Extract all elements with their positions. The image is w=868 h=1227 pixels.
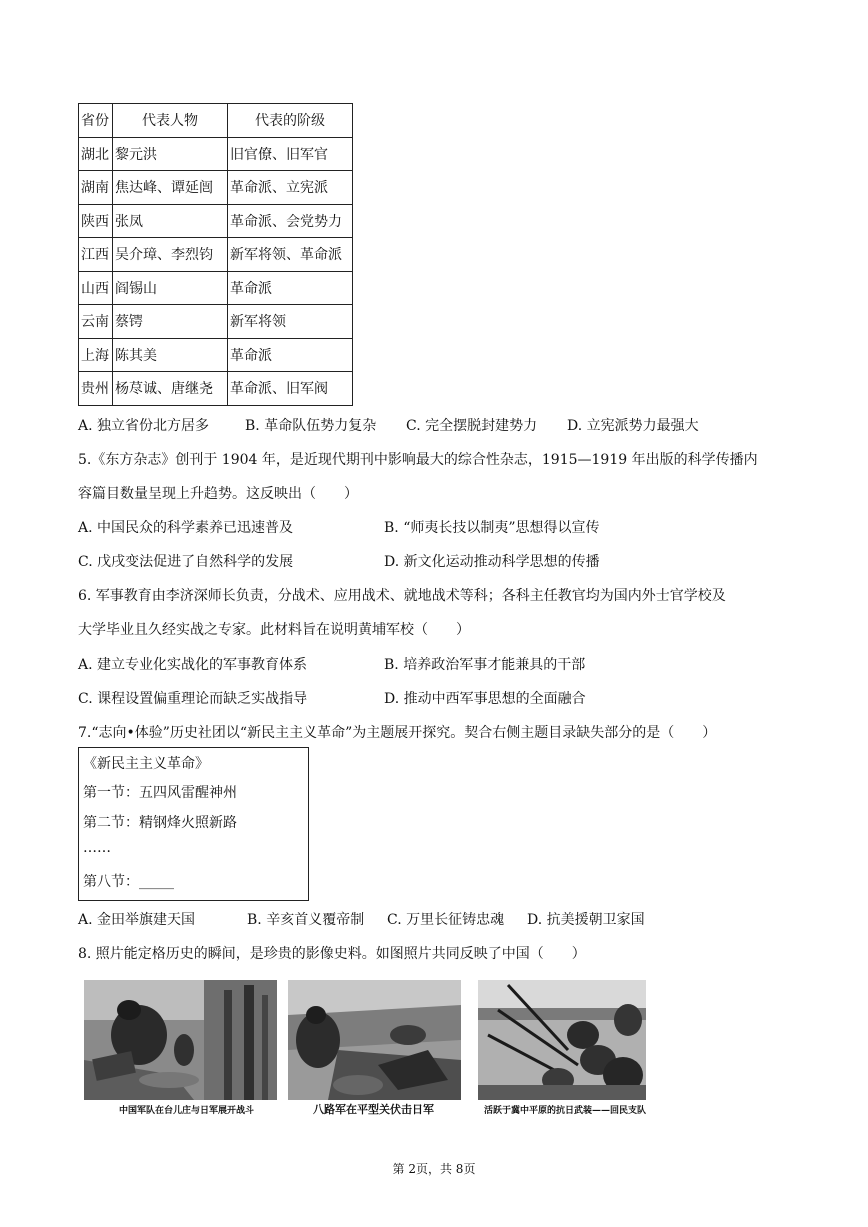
table-row-cell: 黎元洪 <box>113 137 228 171</box>
photo-huimin-detachment <box>478 980 646 1100</box>
q7-box-title: 《新民主主义革命》 <box>83 756 209 772</box>
q7-option-a: A. 金田举旗建天国 <box>78 912 196 928</box>
q7-box-ellipsis: …… <box>83 840 111 856</box>
table-row-cell: 焦达峰、谭延闿 <box>113 171 228 205</box>
q7-box-section-2: 第二节：精钢烽火照新路 <box>83 815 237 831</box>
caption-huimin-detachment: 活跃于冀中平原的抗日武装——回民支队 <box>484 1106 647 1116</box>
table-header-row-cell: 代表的阶级 <box>228 104 353 138</box>
table-row-cell: 杨荩诚、唐继尧 <box>113 372 228 406</box>
q7-option-d: D. 抗美援朝卫家国 <box>527 912 645 928</box>
table-row <box>79 338 353 372</box>
table-row-cell: 蔡锷 <box>113 305 228 339</box>
table-row-cell: 陈其美 <box>113 338 228 372</box>
table-row-cell: 张凤 <box>113 204 228 238</box>
table-row-cell: 湖南 <box>79 171 113 205</box>
q5-stem-line1: 5.《东方杂志》创刊于 1904 年，是近现代期刊中影响最大的综合性杂志，1915—1919 年出版的科学传播内 <box>78 452 758 468</box>
q7-box-section-1: 第一节：五四风雷醒神州 <box>83 785 237 801</box>
q7-stem: 7.“志向•体验”历史社团以“新民主主义革命”为主题展开探究。契合右侧主题目录缺失部分的是（ ） <box>78 725 717 741</box>
table-row-cell: 旧官僚、旧军官 <box>228 137 353 171</box>
table-row-cell: 贵州 <box>79 372 113 406</box>
table-row-cell: 云南 <box>79 305 113 339</box>
table-row-cell: 吴介璋、李烈钧 <box>113 238 228 272</box>
province-table <box>78 103 353 406</box>
q6-option-b: B. 培养政治军事才能兼具的干部 <box>384 657 586 673</box>
table-header-row-cell: 代表人物 <box>113 104 228 138</box>
table-row-cell: 革命派、旧军阀 <box>228 372 353 406</box>
q5-option-b: B. “师夷长技以制夷”思想得以宣传 <box>384 520 600 536</box>
table-row-cell: 上海 <box>79 338 113 372</box>
q7-option-b: B. 辛亥首义覆帝制 <box>247 912 365 928</box>
table-row-cell: 陕西 <box>79 204 113 238</box>
table-row-cell: 革命派、立宪派 <box>228 171 353 205</box>
q6-option-a: A. 建立专业化实战化的军事教育体系 <box>78 657 308 673</box>
table-row-cell: 革命派 <box>228 338 353 372</box>
q4-option-d: D. 立宪派势力最强大 <box>567 418 699 434</box>
table-row <box>79 305 353 339</box>
photo-taierzhuang <box>84 980 277 1100</box>
table-row <box>79 238 353 272</box>
table-row <box>79 137 353 171</box>
page-footer: 第 2页，共 8页 <box>392 1162 476 1176</box>
table-row-cell: 山西 <box>79 271 113 305</box>
table-row-cell: 新军将领、革命派 <box>228 238 353 272</box>
table-row <box>79 372 353 406</box>
q5-option-d: D. 新文化运动推动科学思想的传播 <box>384 554 600 570</box>
q7-box-section-8: 第八节：_____ <box>83 874 174 890</box>
q8-stem: 8. 照片能定格历史的瞬间，是珍贵的影像史料。如图照片共同反映了中国（ ） <box>78 946 586 962</box>
q6-stem-line2: 大学毕业且久经实战之专家。此材料旨在说明黄埔军校（ ） <box>78 622 470 638</box>
table-row <box>79 204 353 238</box>
caption-pingxingguan: 八路军在平型关伏击日军 <box>313 1103 434 1116</box>
q6-option-c: C. 课程设置偏重理论而缺乏实战指导 <box>78 691 308 707</box>
table-row-cell: 江西 <box>79 238 113 272</box>
table-row <box>79 271 353 305</box>
table-row-cell: 革命派 <box>228 271 353 305</box>
table-header-row <box>79 104 353 138</box>
q7-contents-box <box>78 747 309 901</box>
table-row-cell: 湖北 <box>79 137 113 171</box>
q5-option-a: A. 中国民众的科学素养已迅速普及 <box>78 520 294 536</box>
q7-option-c: C. 万里长征铸忠魂 <box>387 912 505 928</box>
table-row <box>79 171 353 205</box>
q5-stem-line2: 容篇目数量呈现上升趋势。这反映出（ ） <box>78 486 358 502</box>
q6-stem-line1: 6. 军事教育由李济深师长负责，分战术、应用战术、就地战术等科；各科主任教官均为国内外士官学校及 <box>78 588 726 604</box>
q6-option-d: D. 推动中西军事思想的全面融合 <box>384 691 586 707</box>
q5-option-c: C. 戊戌变法促进了自然科学的发展 <box>78 554 294 570</box>
q4-option-c: C. 完全摆脱封建势力 <box>406 418 538 434</box>
table-row-cell: 阎锡山 <box>113 271 228 305</box>
photo-pingxingguan <box>288 980 461 1100</box>
q4-option-a: A. 独立省份北方居多 <box>78 418 210 434</box>
q4-option-b: B. 革命队伍势力复杂 <box>245 418 377 434</box>
table-header-row-cell: 省份 <box>79 104 113 138</box>
table-row-cell: 革命派、会党势力 <box>228 204 353 238</box>
table-row-cell: 新军将领 <box>228 305 353 339</box>
caption-taierzhuang: 中国军队在台儿庄与日军展开战斗 <box>119 1106 255 1116</box>
